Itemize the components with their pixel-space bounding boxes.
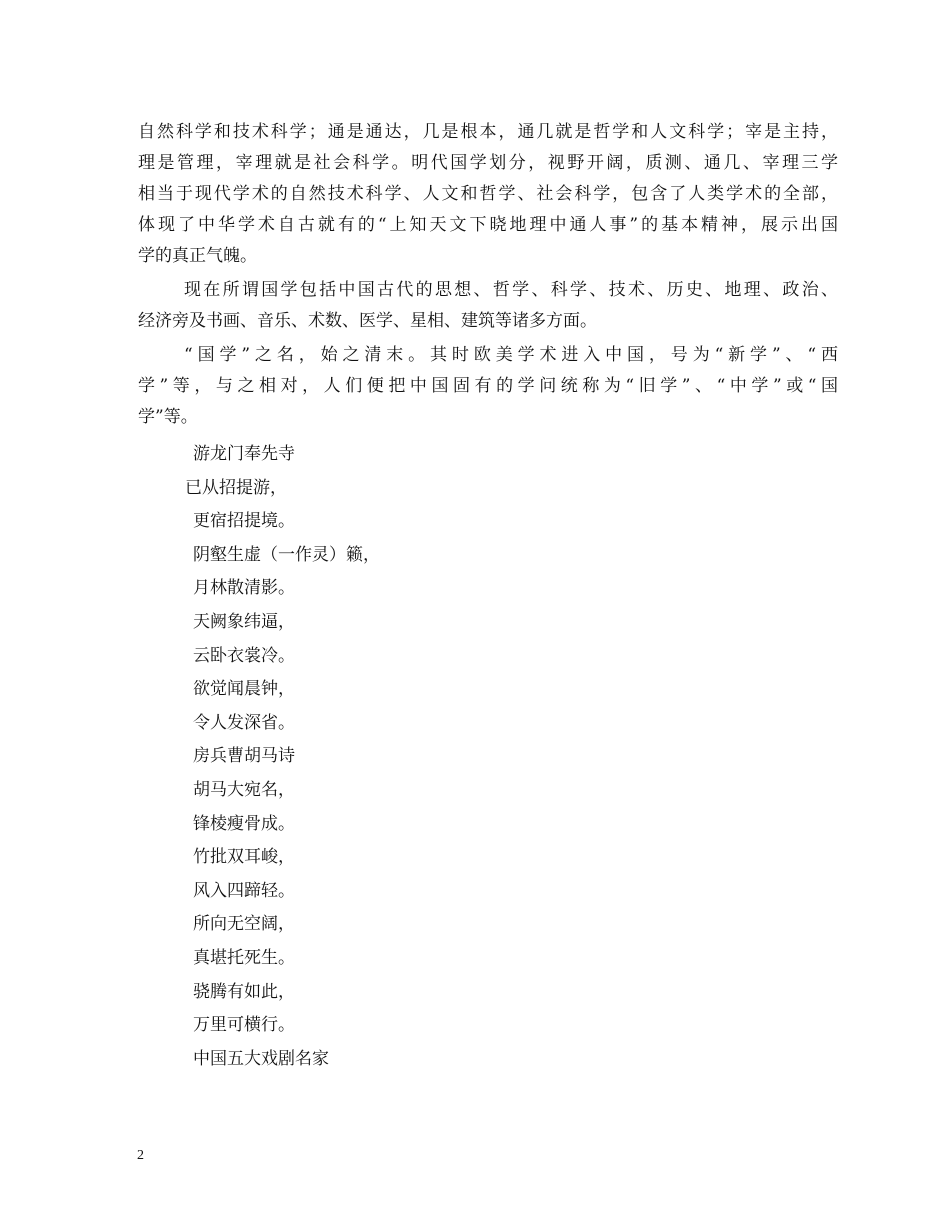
poem-line: 锋棱瘦骨成。	[193, 813, 295, 834]
paragraph-line: 自然科学和技术科学；通是通达，几是根本，通几就是哲学和人文科学；宰是主持，	[138, 122, 838, 142]
poem-line: 竹批双耳峻，	[193, 847, 295, 868]
paragraph-line: 理是管理，宰理就是社会科学。明代国学划分，视野开阔，质测、通几、宰理三学	[138, 153, 838, 173]
paragraph-line: 学”等。	[138, 407, 198, 427]
poem-line: 所向无空阔，	[193, 914, 295, 935]
paragraph-line: 学”等，与之相对，人们便把中国固有的学问统称为“旧学”、“中学”或“国	[138, 376, 838, 396]
poem-line: 骁腾有如此，	[193, 981, 295, 1002]
paragraph-2	[138, 275, 838, 337]
section-heading: 中国五大戏剧名家	[193, 1048, 329, 1069]
poem-line: 阴壑生虚（一作灵）籁，	[193, 544, 380, 565]
page-body	[138, 117, 838, 1076]
paragraph-line: 体现了中华学术自古就有的“上知天文下晓地理中通人事”的基本精神，展示出国	[138, 215, 838, 235]
poem-line: 更宿招提境。	[193, 511, 295, 532]
poem-line: 已从招提游，	[185, 477, 287, 498]
paragraph-line: 经济旁及书画、音乐、术数、医学、星相、建筑等诸多方面。	[138, 311, 597, 331]
poem-line: 欲觉闻晨钟，	[193, 679, 295, 700]
poem-line: 令人发深省。	[193, 712, 295, 733]
paragraph-line: 学的真正气魄。	[138, 246, 257, 266]
poem-section	[138, 438, 838, 1076]
poem-line: 云卧衣裳冷。	[193, 645, 295, 666]
paragraph-1	[138, 117, 838, 272]
poem-line: 真堪托死生。	[193, 947, 295, 968]
poem-line: 万里可横行。	[193, 1015, 295, 1036]
poem-line: 胡马大宛名，	[193, 779, 295, 800]
paragraph-line: “国学”之名，始之清末。其时欧美学术进入中国，号为“新学”、“西	[184, 345, 838, 365]
poem-line: 天阙象纬逼，	[193, 611, 295, 632]
poem-line: 风入四蹄轻。	[193, 880, 295, 901]
paragraph-line: 现在所谓国学包括中国古代的思想、哲学、科学、技术、历史、地理、政治、	[184, 280, 838, 300]
poem-line: 月林散清影。	[193, 578, 295, 599]
poem-title: 房兵曹胡马诗	[193, 746, 295, 767]
poem-title: 游龙门奉先寺	[193, 444, 295, 464]
paragraph-line: 相当于现代学术的自然技术科学、人文和哲学、社会科学，包含了人类学术的全部，	[138, 184, 838, 204]
paragraph-3	[138, 340, 838, 433]
page-number: 2	[137, 1148, 144, 1163]
